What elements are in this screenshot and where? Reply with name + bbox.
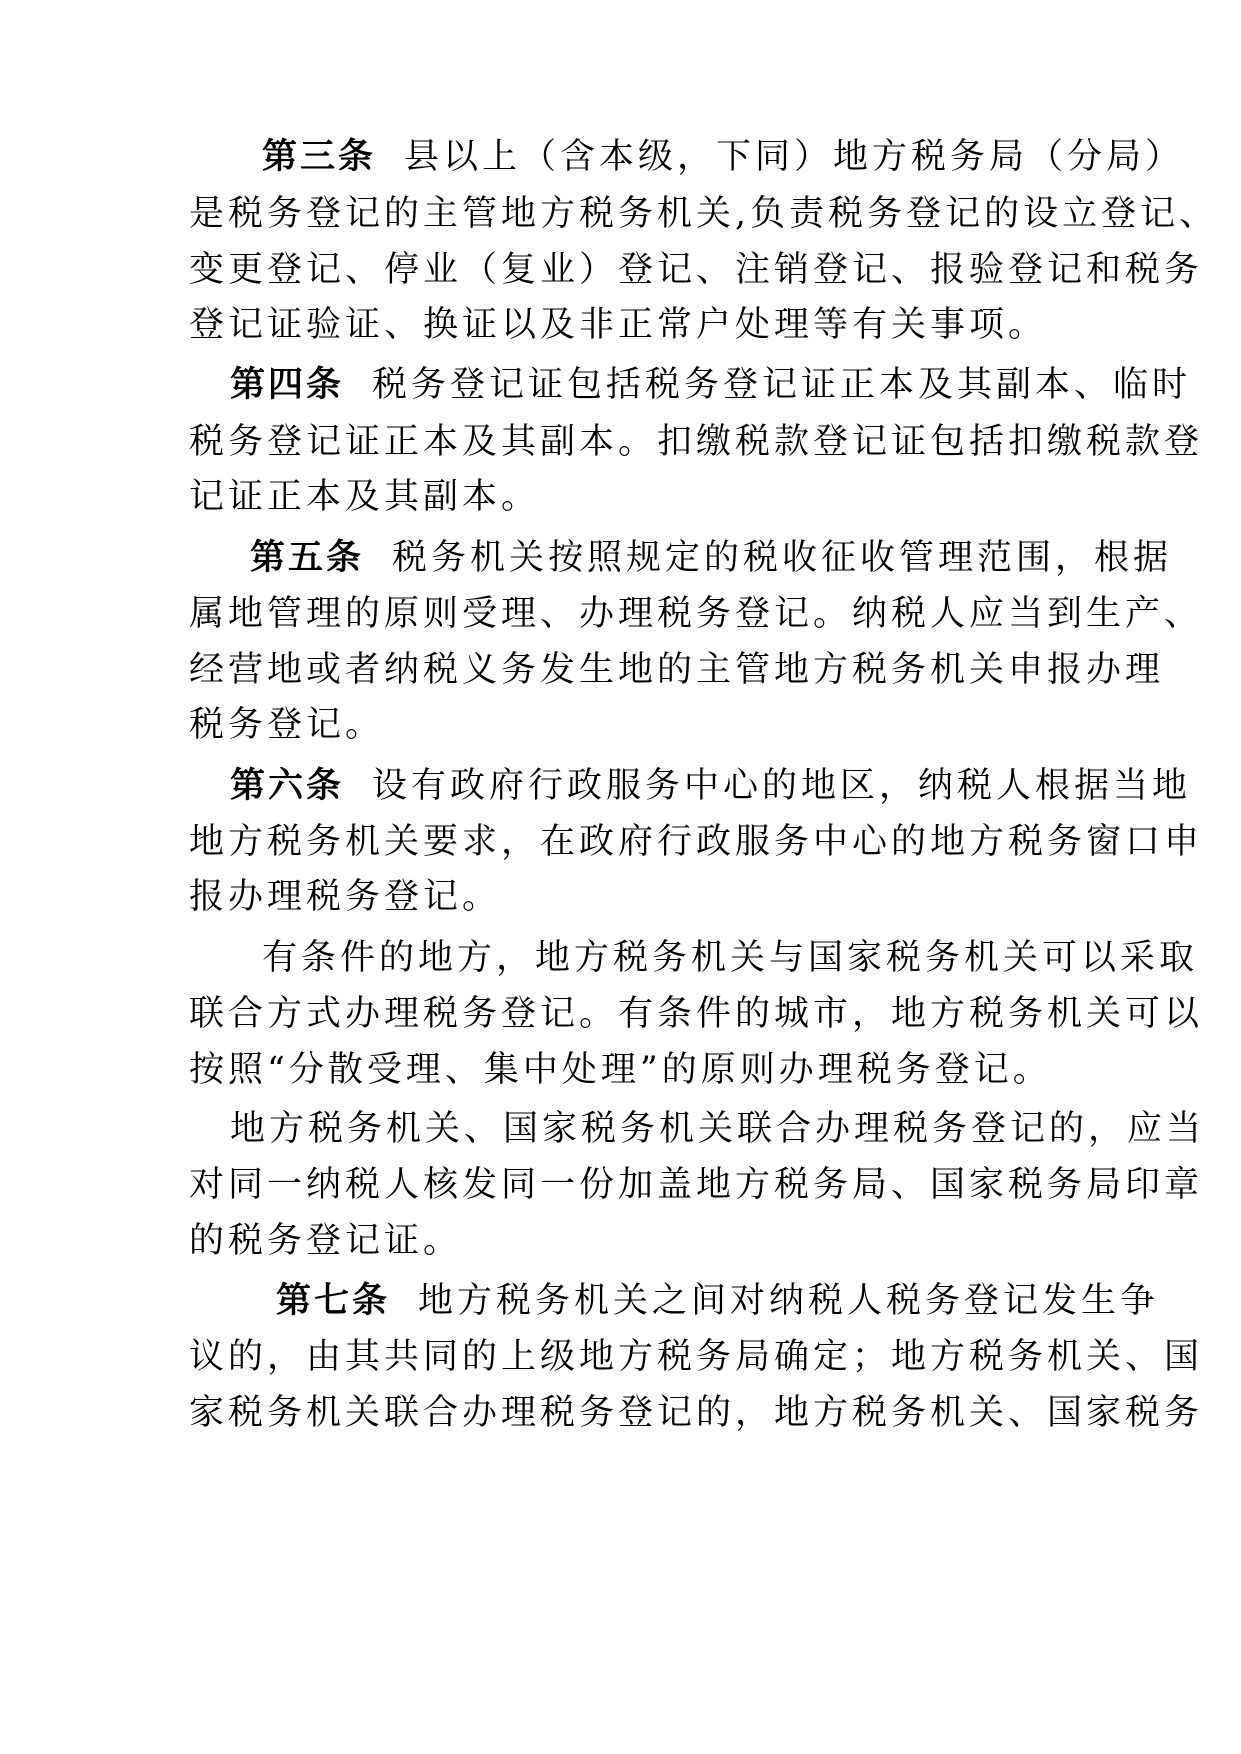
article-3-line-1 <box>262 137 1184 177</box>
article-5-heading: 第五条 <box>250 538 365 578</box>
article-3-heading: 第三条 <box>262 137 377 177</box>
article-6-text-1: 设有政府行政服务中心的地区，纳税人根据当地 <box>372 766 1192 806</box>
article-6-line-3: 报办理税务登记。 <box>189 877 502 917</box>
article-4-line-1 <box>230 365 1191 405</box>
article-6-line-1 <box>230 766 1191 806</box>
article-5-text-1: 税务机关按照规定的税收征收管理范围，根据 <box>392 538 1173 578</box>
article-6-para-2-line-3: 按照“分散受理、集中处理”的原则办理税务登记。 <box>189 1050 1052 1090</box>
article-6-line-2: 地方税务机关要求，在政府行政服务中心的地方税务窗口申 <box>189 822 1204 862</box>
article-3-line-3: 变更登记、停业（复业）登记、注销登记、报验登记和税务 <box>189 250 1204 290</box>
article-7-line-1 <box>276 1281 1159 1321</box>
article-6-para-2-line-2: 联合方式办理税务登记。有条件的城市，地方税务机关可以 <box>189 994 1204 1034</box>
article-4-text-1: 税务登记证包括税务登记证正本及其副本、临时 <box>372 365 1192 405</box>
article-7-line-3: 家税务机关联合办理税务登记的，地方税务机关、国家税务 <box>189 1393 1204 1433</box>
article-7-line-2: 议的，由其共同的上级地方税务局确定；地方税务机关、国 <box>189 1337 1204 1377</box>
article-3-line-4: 登记证验证、换证以及非正常户处理等有关事项。 <box>189 305 1048 345</box>
article-5-line-2: 属地管理的原则受理、办理税务登记。纳税人应当到生产、 <box>189 594 1204 634</box>
article-5-line-3: 经营地或者纳税义务发生地的主管地方税务机关申报办理 <box>189 650 1165 690</box>
article-6-heading: 第六条 <box>230 766 345 806</box>
article-4-heading: 第四条 <box>230 365 345 405</box>
article-6-para-2-line-1: 有条件的地方，地方税务机关与国家税务机关可以采取 <box>262 938 1199 978</box>
article-7-heading: 第七条 <box>276 1281 391 1321</box>
article-3-line-2: 是税务登记的主管地方税务机关,负责税务登记的设立登记、 <box>189 194 1219 234</box>
article-6-para-3-line-3: 的税务登记证。 <box>189 1221 463 1261</box>
article-4-line-3: 记证正本及其副本。 <box>189 477 541 517</box>
article-5-line-1 <box>250 538 1172 578</box>
article-4-line-2: 税务登记证正本及其副本。扣缴税款登记证包括扣缴税款登 <box>189 422 1204 462</box>
article-6-para-3-line-2: 对同一纳税人核发同一份加盖地方税务局、国家税务局印章 <box>189 1165 1204 1205</box>
article-3-text-1: 县以上（含本级，下同）地方税务局（分局） <box>404 137 1185 177</box>
article-7-text-1: 地方税务机关之间对纳税人税务登记发生争 <box>418 1281 1160 1321</box>
article-5-line-4: 税务登记。 <box>189 705 385 745</box>
article-6-para-3-line-1: 地方税务机关、国家税务机关联合办理税务登记的，应当 <box>230 1109 1206 1149</box>
